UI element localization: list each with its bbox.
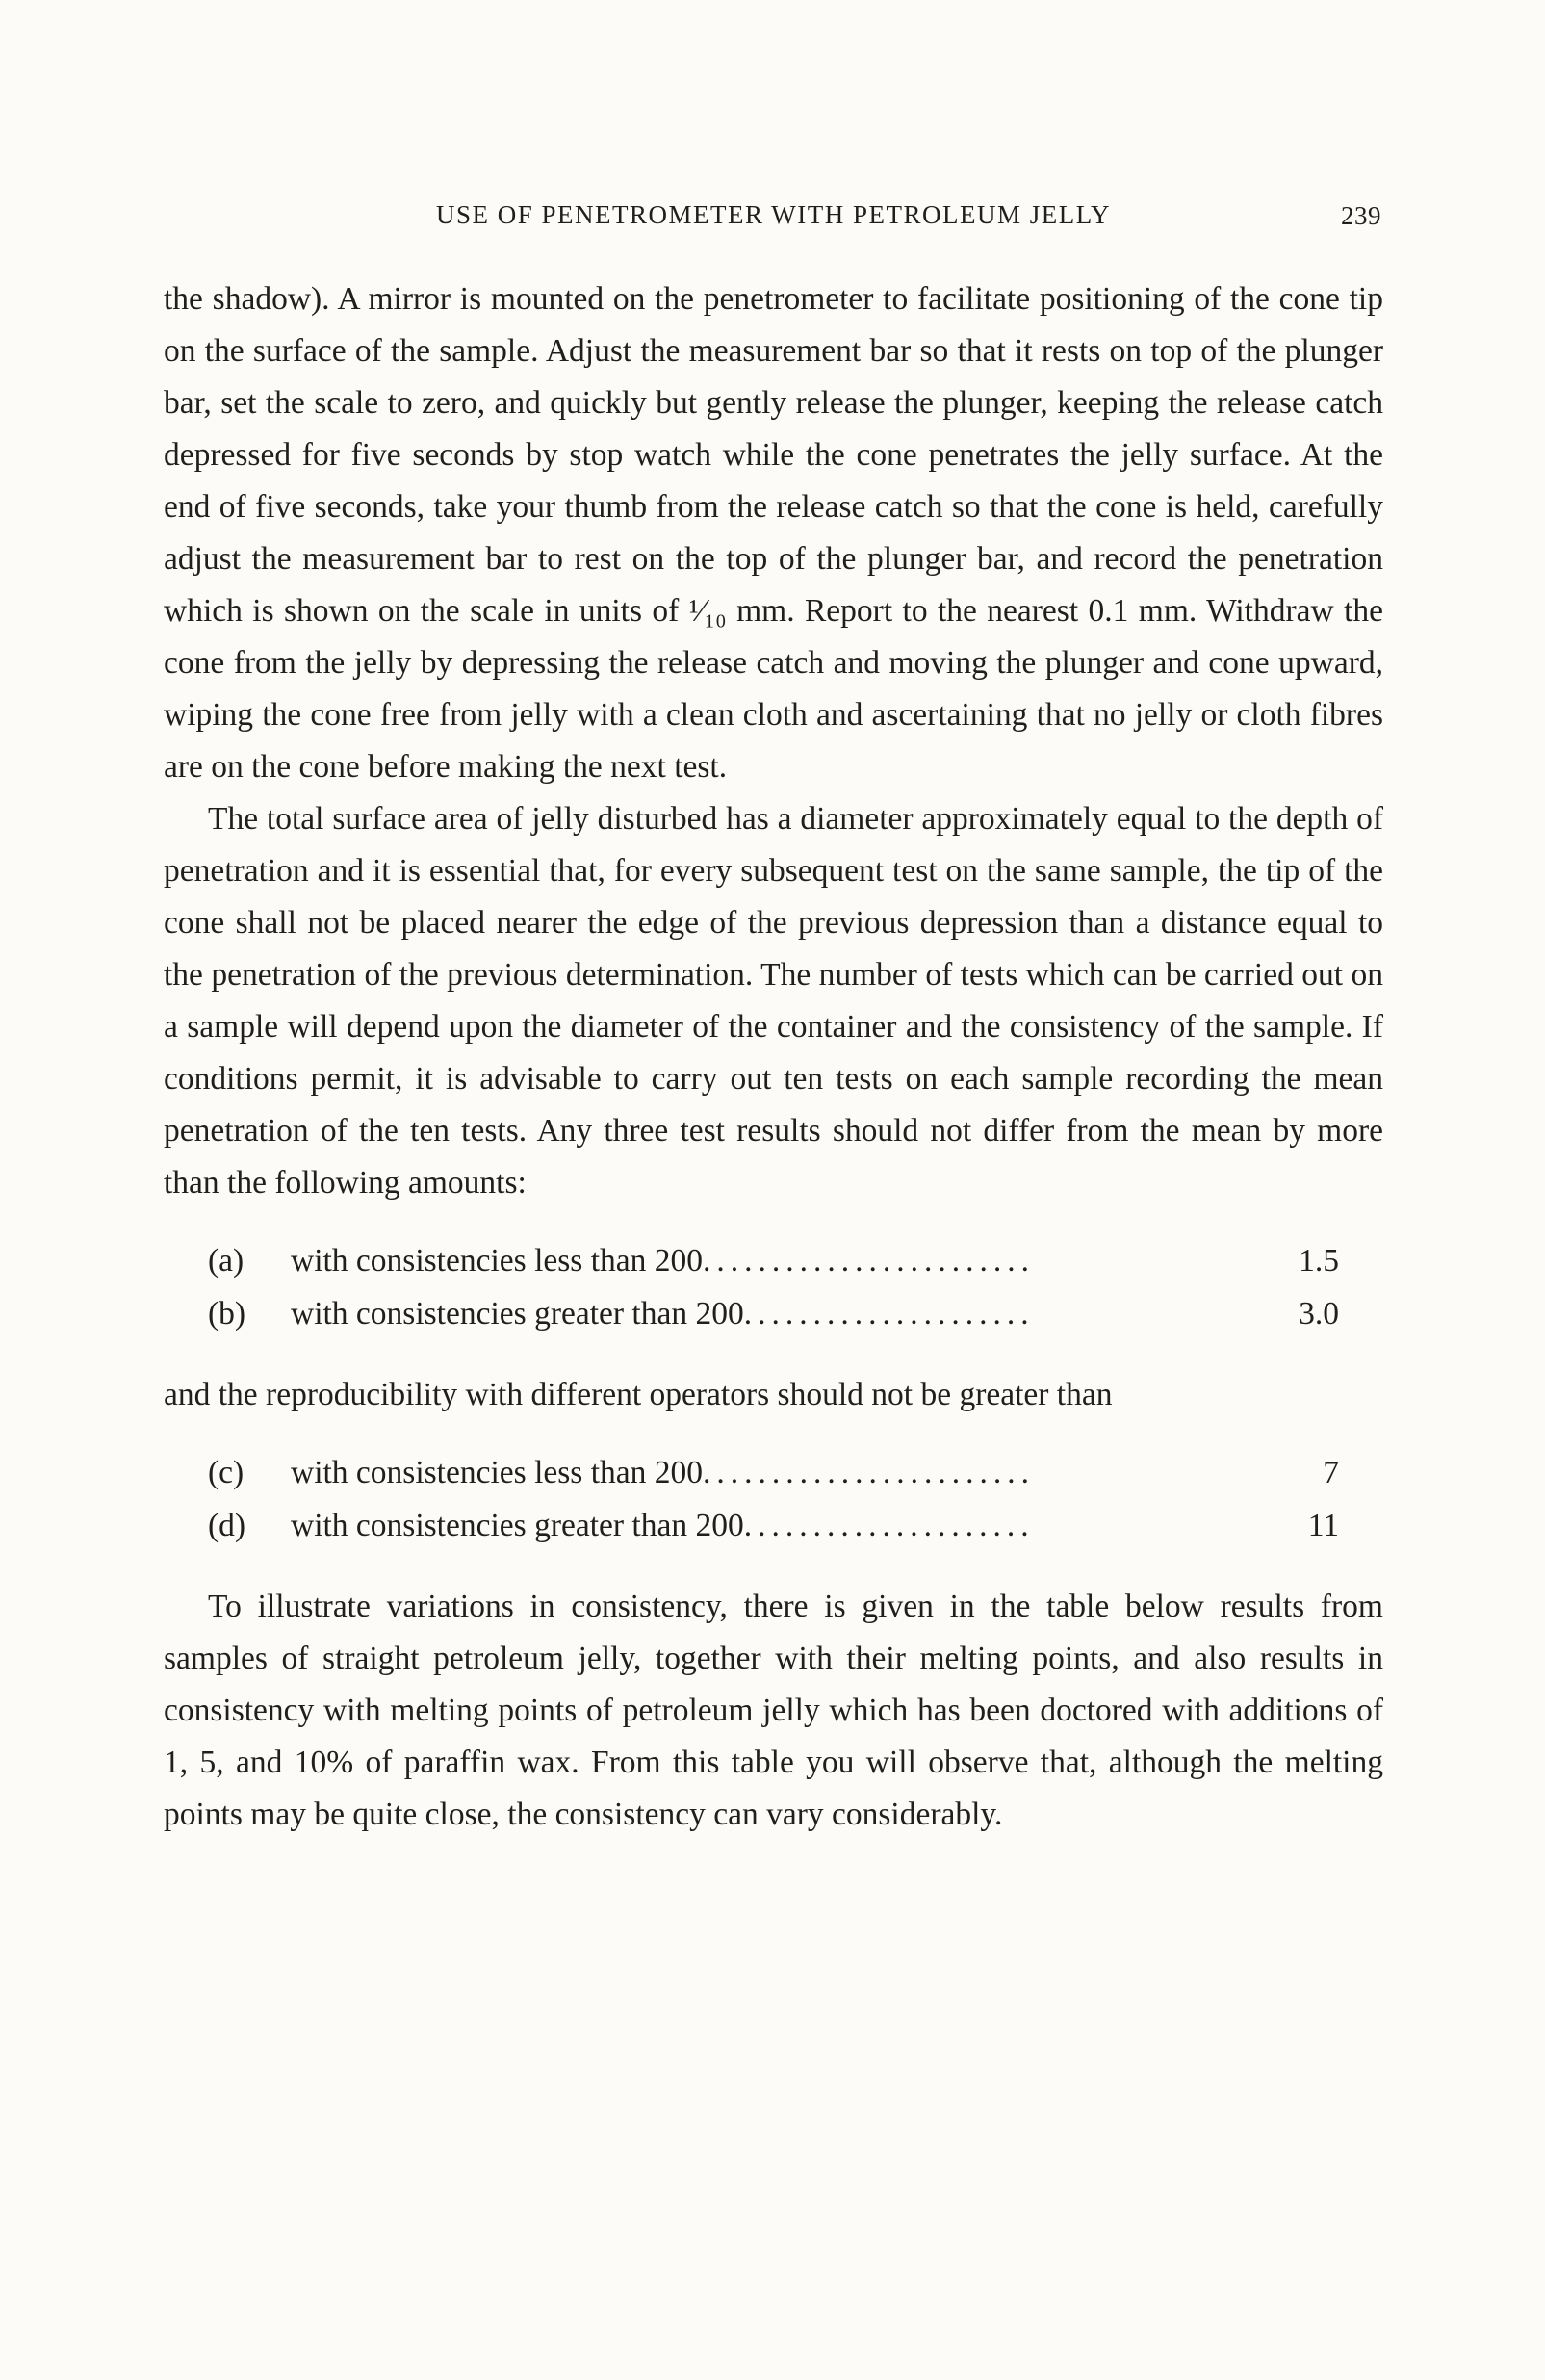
running-header	[164, 200, 1383, 241]
paragraph-procedure: the shadow). A mirror is mounted on the penetrometer to facilitate positioning of the cone tip on the surface of the sample. Adjust the measurement bar so that it rests on top of the plunger bar, set the scale to zero, and quickly but gently release the plunger, keeping the release catch depressed for five seconds by stop watch while the cone penetrates the jelly surface. At the end of five seconds, take your thumb from the release catch so that the cone is held, carefully adjust the measurement bar to rest on the top of the plunger bar, and record the penetration which is shown on the scale in units of ¹⁄₁₀ mm. Report to the nearest 0.1 mm. Withdraw the cone from the jelly by depressing the release catch and moving the plunger and cone upward, wiping the cone free from jelly with a clean cloth and ascertaining that no jelly or cloth fibres are on the cone before making the next test.	[164, 281, 1383, 785]
running-header-title: USE OF PENETROMETER WITH PETROLEUM JELLY	[435, 200, 1112, 229]
list-item-label: (d)	[208, 1508, 246, 1543]
list-item-description: with consistencies less than 200	[291, 1455, 703, 1490]
list-item-value: 1.5	[1299, 1243, 1339, 1279]
list-item-d	[164, 1499, 1383, 1552]
dot-leader: ........................	[703, 1243, 1035, 1279]
tolerance-list-operators	[164, 1446, 1383, 1552]
list-item-c	[164, 1446, 1383, 1499]
list-item-value: 11	[1307, 1508, 1339, 1543]
list-item-text	[291, 1446, 1254, 1499]
list-item-description: with consistencies greater than 200	[291, 1508, 744, 1543]
paragraph-reproducibility: and the reproducibility with different operators should not be greater than	[164, 1377, 1113, 1412]
page-number: 239	[1341, 201, 1381, 230]
dot-leader: ........................	[703, 1455, 1035, 1490]
paragraph-illustration: To illustrate variations in consistency, there is given in the table below results from samples of straight petroleum jelly, together with their melting points, and also results in consistency with melting points of petroleum jelly which has been doctored with additions of 1, 5, and 10% of paraffin wax. From this table you will observe that, although the melting points may be quite close, the consistency can vary considerably.	[164, 1589, 1383, 1832]
list-item-text	[291, 1234, 1254, 1287]
list-item-text	[291, 1287, 1254, 1340]
list-item-value: 7	[1323, 1455, 1339, 1490]
paragraph-surface-area: The total surface area of jelly disturbed has a diameter approximately equal to the depth of penetration and it is essential that, for every subsequent test on the same sample, the tip of the cone shall not be placed nearer the edge of the previous depression than a distance equal to the penetration of the previous determination. The number of tests which can be carried out on a sample will depend upon the diameter of the container and the consistency of the sample. If conditions permit, it is advisable to carry out ten tests on each sample recording the mean penetration of the ten tests. Any three test results should not differ from the mean by more than the following amounts:	[164, 801, 1383, 1201]
list-item-label: (c)	[208, 1455, 245, 1490]
list-item-b	[164, 1287, 1383, 1340]
list-item-a	[164, 1234, 1383, 1287]
dot-leader: .....................	[743, 1296, 1035, 1332]
list-item-value: 3.0	[1299, 1296, 1339, 1332]
list-item-label: (a)	[208, 1243, 245, 1279]
list-item-text	[291, 1499, 1254, 1552]
tolerance-list-mean	[164, 1234, 1383, 1340]
list-item-description: with consistencies less than 200	[291, 1243, 703, 1279]
dot-leader: .....................	[743, 1508, 1035, 1543]
list-item-description: with consistencies greater than 200	[291, 1296, 744, 1332]
list-item-label: (b)	[208, 1296, 246, 1332]
